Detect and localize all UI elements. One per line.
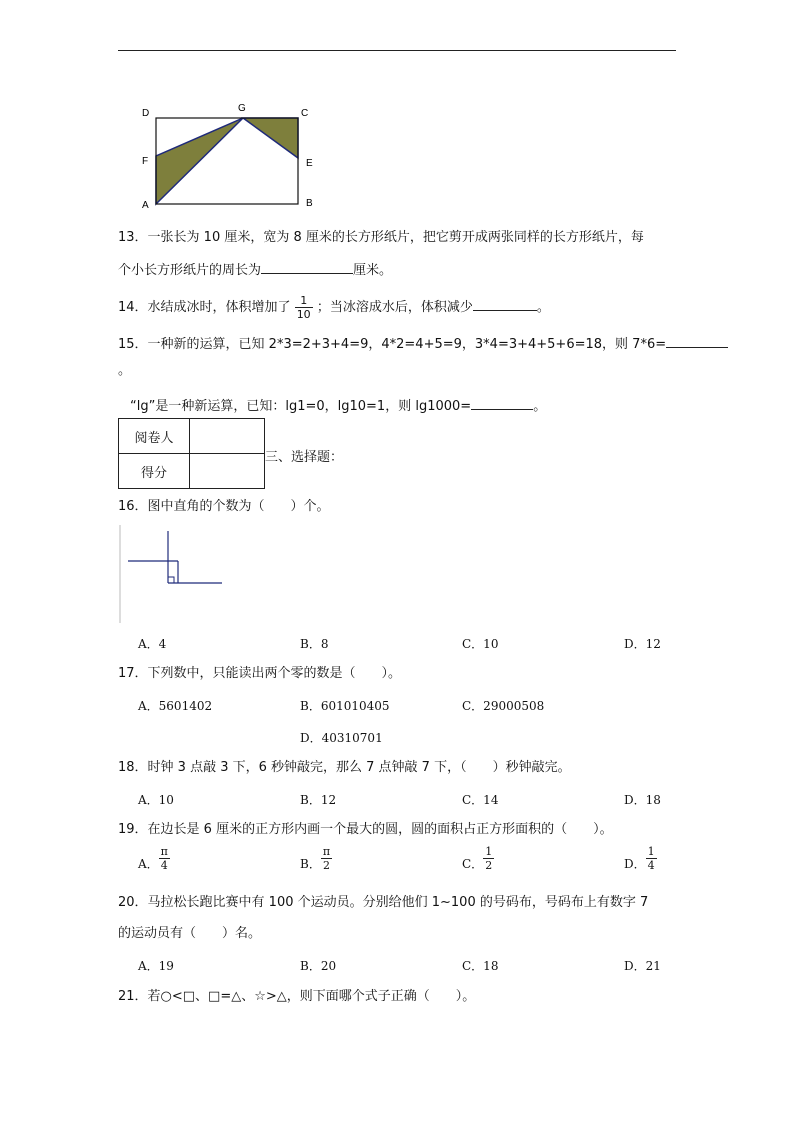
question-13-line1: 13．一张长为 10 厘米，宽为 8 厘米的长方形纸片，把它剪开成两张同样的长方形纸片，每: [118, 230, 644, 245]
q17-option-b[interactable]: B．601010405: [300, 699, 390, 713]
section-title: 三、选择题：: [265, 450, 344, 465]
q19-a-den: 4: [159, 858, 170, 872]
q19-d-den: 4: [647, 859, 655, 872]
q16-option-d[interactable]: D．12: [624, 637, 661, 651]
q14-text-b: ；当冰溶成水后，体积减少: [316, 300, 473, 315]
reviewer-label: 阅卷人: [119, 419, 190, 454]
q19-d-letter: D．: [624, 857, 646, 871]
question-17: 17．下列数中，只能读出两个零的数是（ ）。: [118, 666, 402, 681]
q19-d-frac: [646, 845, 657, 872]
answer-blank-lg[interactable]: [471, 395, 533, 410]
label-G: G: [238, 103, 246, 114]
q19-d-num: 1: [647, 845, 655, 858]
q19-a-letter: A．: [138, 857, 159, 871]
q19-c-num: 1: [485, 845, 493, 858]
reviewer-cell[interactable]: [190, 419, 265, 454]
q18-option-b[interactable]: B．12: [300, 793, 337, 807]
q18-option-c[interactable]: C．14: [462, 793, 499, 807]
q19-c-frac: [483, 845, 494, 872]
label-F: F: [142, 156, 149, 167]
q14-text-c: 。: [536, 300, 550, 315]
fraction-one-tenth: [295, 294, 313, 321]
question-19: 19．在边长是 6 厘米的正方形内画一个最大的圆，圆的面积占正方形面积的（ ）。: [118, 822, 613, 837]
question-20-line1: 20．马拉松长跑比赛中有 100 个运动员。分别给他们 1~100 的号码布，号码布上有数字 7: [118, 895, 649, 910]
question-14: [118, 288, 550, 328]
question-16: 16．图中直角的个数为（ ）个。: [118, 499, 330, 514]
frac-den: 10: [296, 308, 311, 321]
q20-option-d[interactable]: D．21: [624, 959, 661, 973]
q17-option-a[interactable]: A．5601402: [138, 699, 213, 713]
right-angle-figure: [118, 525, 228, 625]
q19-b-den: 2: [321, 858, 332, 872]
qlg-text-a: “lg”是一种新运算，已知：lg1=0，lg10=1，则 lg1000=: [130, 399, 472, 414]
label-D: D: [142, 108, 150, 119]
q14-text-a: 14．水结成冰时，体积增加了: [118, 300, 291, 315]
question-15-end: 。: [118, 363, 132, 378]
question-18: 18．时钟 3 点敲 3 下，6 秒钟敲完，那么 7 点钟敲 7 下，（ ）秒钟敲完。: [118, 760, 571, 775]
q16-option-c[interactable]: C．10: [462, 637, 499, 651]
q19-c-letter: C．: [462, 857, 484, 871]
q17-option-c[interactable]: C．29000508: [462, 699, 545, 713]
answer-blank-15[interactable]: [666, 333, 728, 348]
q18-option-d[interactable]: D．18: [624, 793, 661, 807]
header-rule: [118, 50, 676, 51]
q19-a-frac: [159, 845, 170, 872]
question-13-line2: [118, 259, 392, 280]
rectangle-figure: [138, 100, 328, 212]
q17-option-d[interactable]: D．40310701: [300, 731, 383, 745]
q13-text-b: 厘米。: [353, 263, 393, 278]
q19-b-letter: B．: [300, 857, 321, 871]
question-21: 21．若○<□、□=△、☆>△，则下面哪个式子正确（ ）。: [118, 989, 476, 1004]
score-table: [118, 418, 265, 489]
label-C: C: [301, 108, 309, 119]
q19-option-d[interactable]: [624, 845, 657, 872]
question-15: [118, 333, 728, 354]
q19-b-frac: [321, 845, 332, 872]
shaded-triangle-left: [156, 118, 243, 204]
q19-b-num: π: [322, 845, 331, 858]
question-lg: [130, 395, 546, 416]
q20-option-b[interactable]: B．20: [300, 959, 337, 973]
q13-text-a: 个小长方形纸片的周长为: [118, 263, 262, 278]
answer-blank-14[interactable]: [473, 296, 537, 311]
q19-option-a[interactable]: [138, 845, 170, 872]
q19-option-b[interactable]: [300, 845, 332, 872]
label-A: A: [142, 200, 149, 211]
score-label: 得分: [119, 454, 190, 489]
qlg-text-b: 。: [533, 399, 547, 414]
q19-a-num: π: [160, 845, 168, 858]
q20-option-a[interactable]: A．19: [138, 959, 174, 973]
question-20-line2: 的运动员有（ ）名。: [118, 926, 262, 941]
q18-option-a[interactable]: A．10: [138, 793, 174, 807]
q20-option-c[interactable]: C．18: [462, 959, 499, 973]
q19-option-c[interactable]: [462, 845, 494, 872]
label-E: E: [306, 158, 313, 169]
q15-text: 15．一种新的运算，已知 2*3=2+3+4=9，4*2=4+5=9，3*4=3+4+5+6=18，则 7*6=: [118, 337, 667, 352]
q16-option-b[interactable]: B．8: [300, 637, 329, 651]
q19-c-den: 2: [485, 859, 493, 872]
shaded-triangle-right: [243, 118, 298, 158]
frac-num: 1: [300, 294, 308, 307]
label-B: B: [306, 198, 313, 209]
q16-option-a[interactable]: A．4: [138, 637, 167, 651]
answer-blank-13[interactable]: [261, 259, 353, 274]
score-cell[interactable]: [190, 454, 265, 489]
